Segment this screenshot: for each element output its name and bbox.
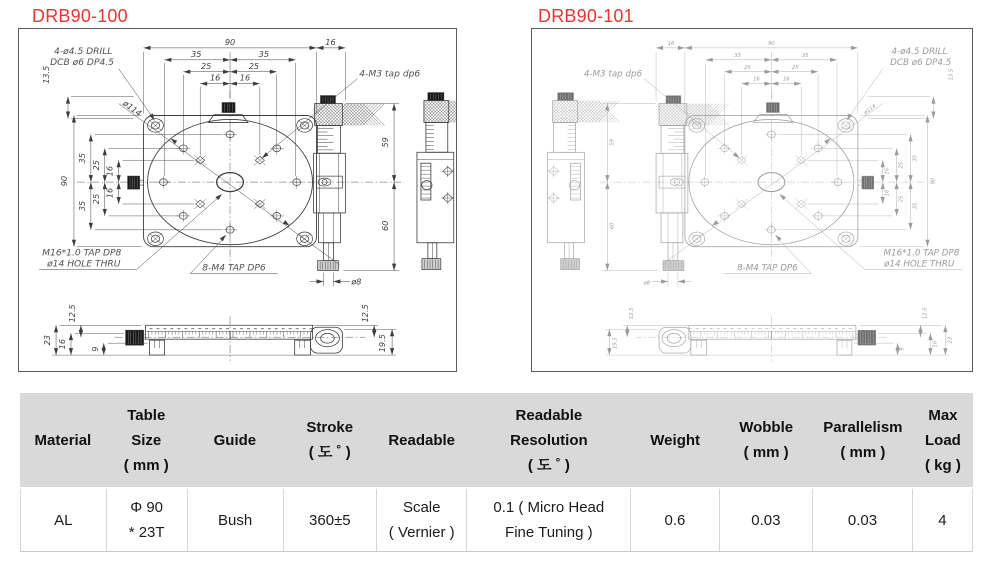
- dim-text: 13.5: [948, 68, 955, 81]
- annotation-m4-tap: 8-M4 TAP DP6: [202, 263, 266, 274]
- drawing-panel-drb90-100: [18, 28, 457, 372]
- value-cell-material: AL: [21, 489, 107, 551]
- dim-text: 90: [224, 36, 236, 47]
- dim-text: 12.5: [66, 304, 77, 323]
- dim-text: 25: [248, 60, 260, 71]
- value-cell-guide: Bush: [188, 489, 284, 551]
- dim-text: 16: [104, 187, 115, 199]
- dim-text: 12.5: [629, 307, 636, 320]
- value-cell-parallelism: 0.03: [813, 489, 913, 551]
- dim-text: ø114: [863, 103, 878, 116]
- spec-table: [20, 393, 973, 552]
- dim-text: ø8: [643, 280, 651, 287]
- annotation-drill: DCB ø6 DP4.5: [890, 57, 952, 68]
- annotation-drill: 4-ø4.5 DRILL: [54, 46, 113, 57]
- annotation-m4-tap: 8-M4 TAP DP6: [737, 263, 798, 274]
- dim-text: 12.5: [922, 307, 929, 320]
- dim-text: 35: [76, 153, 87, 164]
- dim-text: 25: [898, 161, 905, 169]
- dim-text: 25: [90, 193, 101, 205]
- dim-text: 60: [380, 220, 391, 232]
- dim-text: 16: [884, 189, 891, 197]
- dim-text: 9: [89, 346, 100, 352]
- value-cell-max_load: 4: [913, 489, 973, 551]
- value-cell-stroke: 360±5: [284, 489, 377, 551]
- annotation-m16: ø14 HOLE THRU: [884, 259, 955, 270]
- header-cell-parallelism: Parallelism ( mm ): [823, 419, 903, 461]
- header-cell-material: Material: [34, 431, 92, 449]
- annotation-m16: M16*1.0 TAP DP8: [883, 248, 960, 259]
- dim-text: 16: [57, 338, 68, 350]
- spec-table-header: [20, 393, 973, 487]
- annotation-drill: DCB ø6 DP4.5: [50, 57, 114, 68]
- drawing-title-drb90-100: DRB90-100: [32, 6, 128, 26]
- dim-text: 35: [191, 48, 202, 59]
- header-cell-weight: Weight: [650, 431, 701, 449]
- dim-text: 16: [239, 72, 251, 83]
- dim-text: 60: [609, 222, 616, 230]
- drawing-drb90-100: [19, 29, 456, 371]
- drawing-panel-drb90-101: [531, 28, 973, 372]
- header-cell-stroke: Stroke ( 도 ˚ ): [306, 419, 354, 461]
- dim-text: 59: [380, 137, 391, 148]
- header-cell-max_load: Max Load ( kg ): [925, 406, 961, 474]
- dim-text: 90: [768, 40, 775, 47]
- value-cell-wobble: 0.03: [720, 489, 813, 551]
- dim-text: 23: [947, 336, 954, 344]
- dim-text: 35: [76, 200, 87, 212]
- drawing-title-drb90-101: DRB90-101: [538, 6, 634, 26]
- dim-text: 35: [912, 154, 919, 162]
- dim-text: 12.5: [360, 304, 371, 323]
- header-cell-guide: Guide: [213, 431, 257, 449]
- dim-text: 16: [325, 36, 336, 47]
- header-cell-readable: Readable: [388, 431, 456, 449]
- annotation-m3-tap: 4-M3 tap dp6: [359, 69, 421, 80]
- dim-text: 16: [783, 76, 790, 83]
- annotation-m16: ø14 HOLE THRU: [47, 259, 121, 270]
- dim-text: 25: [90, 160, 101, 171]
- dim-text: 90: [930, 177, 937, 185]
- header-cell-readable_resolution: Readable Resolution ( 도 ˚ ): [510, 406, 588, 474]
- header-cell-wobble: Wobble ( mm ): [739, 419, 794, 461]
- dim-text: ø8: [351, 276, 362, 287]
- dim-text: 25: [201, 60, 212, 71]
- value-cell-table_size: Φ 90 * 23T: [107, 489, 188, 551]
- spec-table-row: [20, 489, 973, 552]
- dim-text: 35: [258, 48, 270, 59]
- dim-text: 90: [58, 175, 69, 187]
- annotation-m3-tap: 4-M3 tap dp6: [583, 69, 643, 80]
- dim-text: 16: [667, 40, 675, 47]
- dim-text: 16: [209, 72, 221, 83]
- dim-text: 16: [884, 167, 891, 175]
- value-cell-readable_resolution: 0.1 ( Micro Head Fine Tuning ): [467, 489, 631, 551]
- dim-text: 16: [104, 165, 115, 177]
- drawing-drb90-101: [532, 29, 972, 371]
- dim-text: 25: [898, 195, 905, 203]
- dim-text: 25: [744, 64, 751, 71]
- value-cell-weight: 0.6: [631, 489, 720, 551]
- dim-text: 16: [932, 340, 939, 348]
- value-cell-readable: Scale ( Vernier ): [377, 489, 467, 551]
- dim-text: 35: [734, 52, 741, 59]
- dim-text: 25: [791, 64, 799, 71]
- dim-text: 23: [42, 335, 53, 346]
- annotation-m16: M16*1.0 TAP DP8: [42, 248, 122, 259]
- dim-text: 13.5: [41, 65, 52, 84]
- dim-text: 9: [899, 347, 906, 351]
- dim-text: 59: [609, 139, 616, 146]
- dim-text: ø114: [121, 98, 144, 119]
- dim-text: 16: [753, 76, 760, 83]
- dim-text: 35: [912, 202, 919, 210]
- dim-text: 35: [801, 52, 809, 59]
- header-cell-table_size: Table Size ( mm ): [123, 406, 169, 474]
- dim-text: 19.5: [612, 337, 619, 349]
- annotation-drill: 4-ø4.5 DRILL: [891, 46, 948, 57]
- dim-text: 19.5: [377, 334, 388, 353]
